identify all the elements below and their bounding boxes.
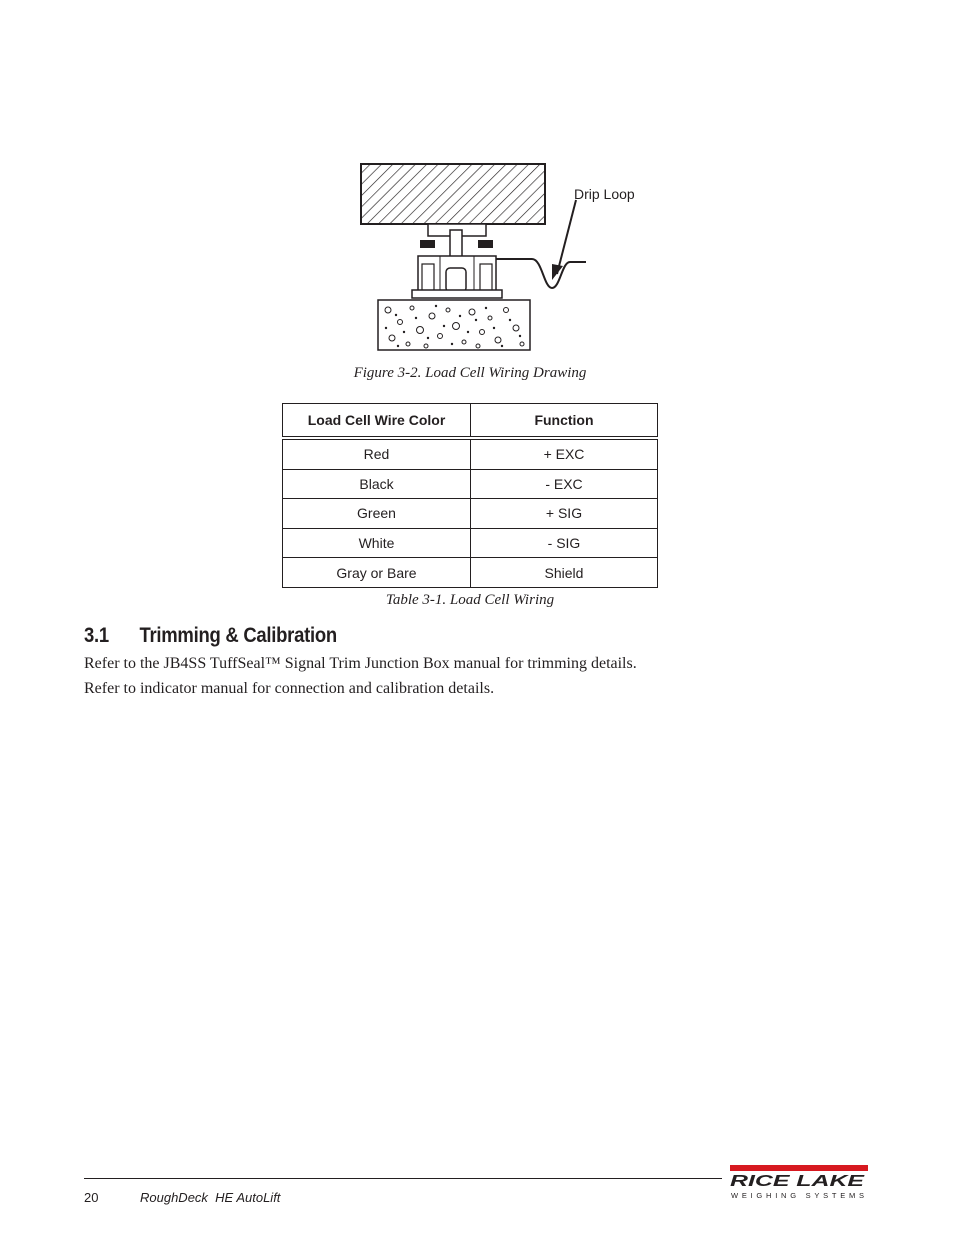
table-caption: Table 3-1. Load Cell Wiring [385,592,555,608]
column-header-wire-color: Load Cell Wire Color [283,404,471,439]
body-paragraph: Refer to the JB4SS TuffSeal™ Signal Trim Junction Box manual for trimming details. [84,655,637,672]
section-title: Trimming & Calibration [139,624,337,647]
section-heading [84,624,337,648]
table-row [283,438,658,469]
document-title: RoughDeck HE AutoLift [140,1190,281,1205]
svg-text:WEIGHING SYSTEMS: WEIGHING SYSTEMS [731,1191,864,1200]
table-row [283,499,658,529]
footer-divider [84,1178,722,1179]
svg-text:RICE LAKE: RICE LAKE [730,1173,867,1190]
function-cell: Shield [471,558,658,588]
function-cell: - SIG [471,528,658,558]
page-number: 20 [84,1190,99,1205]
table-row [283,558,658,588]
cable-drip-loop [496,259,586,288]
wire-color-cell: Green [283,499,471,529]
wire-color-cell: Red [283,438,471,469]
drip-loop-label: Drip Loop [574,186,635,202]
rice-lake-logo [730,1165,868,1201]
function-cell: + EXC [471,438,658,469]
table-row [283,469,658,499]
wire-color-cell: White [283,528,471,558]
wire-color-cell: Black [283,469,471,499]
column-header-function: Function [471,404,658,439]
function-cell: + SIG [471,499,658,529]
deck-block [361,164,545,224]
wire-color-cell: Gray or Bare [283,558,471,588]
body-paragraph: Refer to indicator manual for connection and calibration details. [84,680,495,697]
load-cell-wiring-table [282,403,658,588]
function-cell: - EXC [471,469,658,499]
table-header-row [283,404,658,439]
table-row [283,528,658,558]
figure-caption: Figure 3-2. Load Cell Wiring Drawing [353,365,587,381]
section-number: 3.1 [84,624,109,647]
